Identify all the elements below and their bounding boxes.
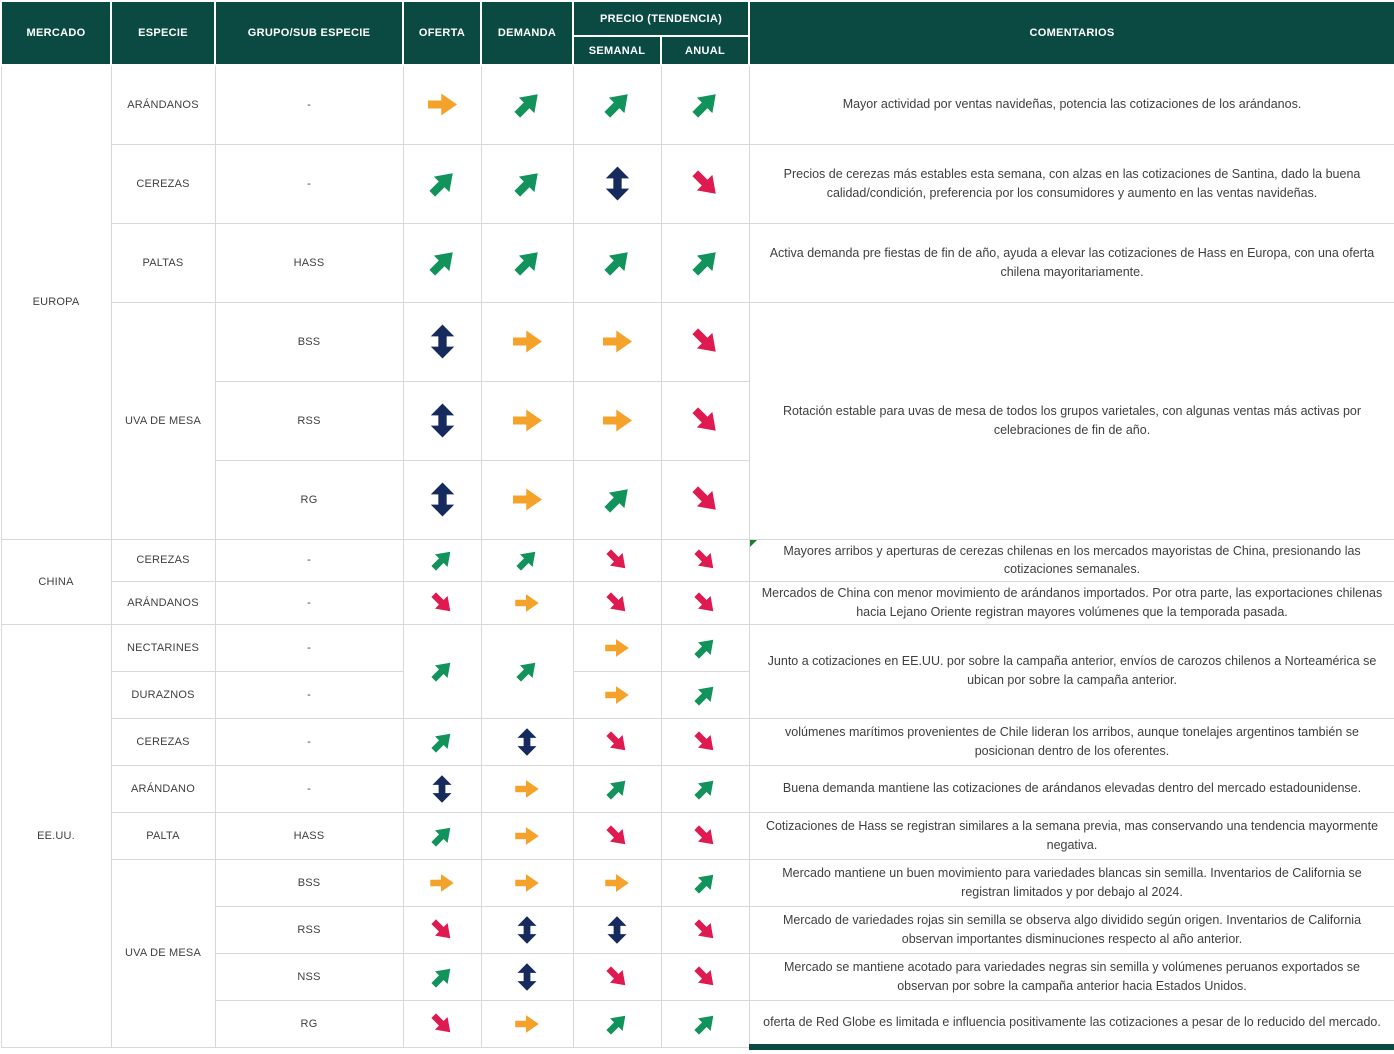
demanda-trend-cell <box>481 539 573 582</box>
market-cell: EUROPA <box>1 65 111 539</box>
trend-down-icon <box>687 481 724 518</box>
trend-stable-icon <box>509 323 546 360</box>
anual-trend-cell <box>661 302 749 381</box>
anual-trend-cell <box>661 906 749 953</box>
trend-down-icon <box>690 915 720 945</box>
table-row <box>1 718 1394 765</box>
demanda-trend-cell <box>481 718 573 765</box>
species-cell: DURAZNOS <box>111 671 215 718</box>
trend-mixed-icon <box>424 481 461 518</box>
trend-stable-icon <box>599 402 636 439</box>
anual-trend-cell <box>661 1000 749 1047</box>
comment-text: Activa demanda pre fiestas de fin de año, ayuda a elevar las cotizaciones de Hass en Europa, con una oferta chilena mayoritariamente. <box>769 245 1375 279</box>
table-row <box>1 302 1394 381</box>
oferta-trend-cell <box>403 718 481 765</box>
species-cell: ARÁNDANOS <box>111 582 215 625</box>
comment-cell <box>749 812 1394 859</box>
trend-down-icon <box>602 962 632 992</box>
demanda-trend-cell <box>481 223 573 302</box>
species-cell: PALTAS <box>111 223 215 302</box>
trend-mixed-icon <box>424 323 461 360</box>
trend-up-icon <box>690 774 720 804</box>
header-comentarios: COMENTARIOS <box>749 1 1394 65</box>
table-row <box>1 859 1394 906</box>
header-semanal: SEMANAL <box>573 36 661 65</box>
group-cell: - <box>215 718 403 765</box>
semanal-trend-cell <box>573 223 661 302</box>
comment-text: Rotación estable para uvas de mesa de todos los grupos varietales, con algunas ventas más activas por celebraciones de fin de año. <box>782 403 1362 437</box>
table-body <box>1 65 1394 1047</box>
anual-trend-cell <box>661 460 749 539</box>
group-cell: - <box>215 539 403 582</box>
comment-cell <box>749 859 1394 906</box>
trend-down-icon <box>427 1009 457 1039</box>
trend-down-icon <box>427 915 457 945</box>
header-oferta: OFERTA <box>403 1 481 65</box>
comment-cell <box>749 539 1394 582</box>
trend-stable-icon <box>427 868 457 898</box>
anual-trend-cell <box>661 765 749 812</box>
comment-text: Cotizaciones de Hass se registran similares a la semana previa, mas conservando una tendencia mayormente negativa. <box>765 818 1379 852</box>
comment-cell <box>749 65 1394 144</box>
table-row <box>1 65 1394 144</box>
comment-cell <box>749 765 1394 812</box>
trend-up-icon <box>602 774 632 804</box>
trend-down-icon <box>687 402 724 439</box>
semanal-trend-cell <box>573 765 661 812</box>
trend-up-icon <box>602 1009 632 1039</box>
trend-up-icon <box>687 244 724 281</box>
comment-cell <box>749 144 1394 223</box>
anual-trend-cell <box>661 223 749 302</box>
trend-stable-icon <box>602 680 632 710</box>
trend-up-icon <box>599 244 636 281</box>
trend-down-icon <box>687 165 724 202</box>
oferta-trend-cell <box>403 302 481 381</box>
demanda-trend-cell <box>481 381 573 460</box>
semanal-trend-cell <box>573 718 661 765</box>
trend-mixed-icon <box>602 915 632 945</box>
species-cell: ARÁNDANO <box>111 765 215 812</box>
oferta-trend-cell <box>403 812 481 859</box>
anual-trend-cell <box>661 381 749 460</box>
semanal-trend-cell <box>573 65 661 144</box>
species-cell: PALTA <box>111 812 215 859</box>
trend-down-icon <box>602 588 632 618</box>
semanal-trend-cell <box>573 460 661 539</box>
market-cell: CHINA <box>1 539 111 624</box>
comment-text: Junto a cotizaciones en EE.UU. por sobre la campaña anterior, envíos de carozos chilenos a Norteamérica se ubican por sobre la campaña anterior. <box>767 654 1377 687</box>
group-cell: - <box>215 582 403 625</box>
trend-stable-icon <box>509 481 546 518</box>
group-cell: - <box>215 765 403 812</box>
header-precio-tendencia: PRECIO (TENDENCIA) <box>573 1 749 36</box>
trend-up-icon <box>599 86 636 123</box>
demanda-trend-cell <box>481 906 573 953</box>
trend-up-icon <box>687 86 724 123</box>
oferta-trend-cell <box>403 582 481 625</box>
trend-up-icon <box>424 244 461 281</box>
demanda-trend-cell <box>481 953 573 1000</box>
trend-up-icon <box>690 633 720 663</box>
anual-trend-cell <box>661 144 749 223</box>
table-row <box>1 765 1394 812</box>
trend-down-icon <box>690 727 720 757</box>
trend-up-icon <box>512 545 542 575</box>
trend-mixed-icon <box>512 915 542 945</box>
table-row <box>1 144 1394 223</box>
trend-mixed-icon <box>512 727 542 757</box>
oferta-trend-cell <box>403 1000 481 1047</box>
demanda-trend-cell <box>481 302 573 381</box>
trend-mixed-icon <box>427 774 457 804</box>
trend-stable-icon <box>512 821 542 851</box>
comment-text: Mercado de variedades rojas sin semilla se observa algo dividido según origen. Inventarios de California observan importantes disminuciones respecto al año anterior. <box>782 912 1362 946</box>
table-header <box>1 1 1394 65</box>
trend-up-icon <box>424 165 461 202</box>
group-cell: HASS <box>215 223 403 302</box>
trend-mixed-icon <box>599 165 636 202</box>
header-grupo: GRUPO/SUB ESPECIE <box>215 1 403 65</box>
trend-up-icon <box>427 545 457 575</box>
trend-down-icon <box>690 962 720 992</box>
demanda-trend-cell <box>481 460 573 539</box>
demanda-trend-cell <box>481 1000 573 1047</box>
oferta-trend-cell <box>403 624 481 718</box>
species-cell: ARÁNDANOS <box>111 65 215 144</box>
trend-stable-icon <box>512 774 542 804</box>
oferta-trend-cell <box>403 460 481 539</box>
anual-trend-cell <box>661 65 749 144</box>
anual-trend-cell <box>661 953 749 1000</box>
oferta-trend-cell <box>403 953 481 1000</box>
trend-stable-icon <box>602 868 632 898</box>
oferta-trend-cell <box>403 381 481 460</box>
trend-down-icon <box>602 821 632 851</box>
demanda-trend-cell <box>481 144 573 223</box>
header-demanda: DEMANDA <box>481 1 573 65</box>
table-row <box>1 582 1394 625</box>
trend-down-icon <box>690 588 720 618</box>
group-cell: - <box>215 671 403 718</box>
demanda-trend-cell <box>481 624 573 718</box>
trend-up-icon <box>690 1009 720 1039</box>
oferta-trend-cell <box>403 144 481 223</box>
species-cell: CEREZAS <box>111 718 215 765</box>
group-cell: - <box>215 624 403 671</box>
table-row <box>1 624 1394 671</box>
trend-mixed-icon <box>424 402 461 439</box>
group-cell: HASS <box>215 812 403 859</box>
trend-stable-icon <box>512 1009 542 1039</box>
trend-stable-icon <box>424 86 461 123</box>
trend-stable-icon <box>602 633 632 663</box>
group-cell: NSS <box>215 953 403 1000</box>
group-cell: BSS <box>215 859 403 906</box>
semanal-trend-cell <box>573 1000 661 1047</box>
anual-trend-cell <box>661 812 749 859</box>
anual-trend-cell <box>661 671 749 718</box>
trend-down-icon <box>690 821 720 851</box>
group-cell: RG <box>215 1000 403 1047</box>
comment-text: Mayor actividad por ventas navideñas, potencia las cotizaciones de los arándanos. <box>842 97 1302 112</box>
table-row <box>1 223 1394 302</box>
semanal-trend-cell <box>573 539 661 582</box>
semanal-trend-cell <box>573 953 661 1000</box>
group-cell: RSS <box>215 906 403 953</box>
species-cell: CEREZAS <box>111 144 215 223</box>
demanda-trend-cell <box>481 765 573 812</box>
anual-trend-cell <box>661 582 749 625</box>
table-row <box>1 539 1394 582</box>
comment-cell <box>749 624 1394 718</box>
trend-up-icon <box>599 481 636 518</box>
comment-text: Mercado se mantiene acotado para variedades negras sin semilla y volúmenes peruanos exportados se observan por sobre la campaña anterior hacia Estados Unidos. <box>783 959 1361 993</box>
semanal-trend-cell <box>573 859 661 906</box>
trend-up-icon <box>427 962 457 992</box>
anual-trend-cell <box>661 859 749 906</box>
oferta-trend-cell <box>403 859 481 906</box>
comment-cell <box>749 223 1394 302</box>
semanal-trend-cell <box>573 381 661 460</box>
trend-up-icon <box>690 680 720 710</box>
comment-text: Mercado mantiene un buen movimiento para variedades blancas sin semilla. Inventarios de California se registran limitados y por debajo al 2024. <box>782 865 1362 899</box>
group-cell: BSS <box>215 302 403 381</box>
semanal-trend-cell <box>573 906 661 953</box>
species-cell: UVA DE MESA <box>111 302 215 539</box>
demanda-trend-cell <box>481 859 573 906</box>
trend-up-icon <box>512 656 542 686</box>
oferta-trend-cell <box>403 223 481 302</box>
anual-trend-cell <box>661 539 749 582</box>
anual-trend-cell <box>661 718 749 765</box>
anual-trend-cell <box>661 624 749 671</box>
trend-up-icon <box>427 727 457 757</box>
header-anual: ANUAL <box>661 36 749 65</box>
trend-down-icon <box>687 323 724 360</box>
species-cell: CEREZAS <box>111 539 215 582</box>
trend-up-icon <box>690 868 720 898</box>
demanda-trend-cell <box>481 812 573 859</box>
demanda-trend-cell <box>481 582 573 625</box>
group-cell: - <box>215 144 403 223</box>
group-cell: RSS <box>215 381 403 460</box>
header-mercado: MERCADO <box>1 1 111 65</box>
trend-stable-icon <box>509 402 546 439</box>
comment-text: Mercados de China con menor movimiento de arándanos importados. Por otra parte, las exportaciones chilenas hacia Lejano Oriente registran mayores volúmenes que la temporada pasada. <box>761 586 1383 619</box>
comment-text: volúmenes marítimos provenientes de Chile lideran los arribos, aunque tonelajes argentinos también se posicionan dentro de los oferentes. <box>785 724 1359 758</box>
comment-text: oferta de Red Globe es limitada e influencia positivamente las cotizaciones a pesar de lo reducido del mercado. <box>763 1014 1381 1029</box>
comment-text: Mayores arribos y aperturas de cerezas chilenas en los mercados mayoristas de China, presionando las cotizaciones semanales. <box>783 543 1361 577</box>
trend-down-icon <box>602 545 632 575</box>
comment-cell <box>749 953 1394 1000</box>
comment-text: Buena demanda mantiene las cotizaciones de arándanos elevadas dentro del mercado estadounidense. <box>782 781 1362 796</box>
semanal-trend-cell <box>573 671 661 718</box>
trend-down-icon <box>690 545 720 575</box>
header-especie: ESPECIE <box>111 1 215 65</box>
comment-cell <box>749 582 1394 625</box>
comment-cell <box>749 718 1394 765</box>
cell-corner-flag-icon <box>750 540 757 547</box>
trend-stable-icon <box>512 588 542 618</box>
comment-cell <box>749 906 1394 953</box>
group-cell: - <box>215 65 403 144</box>
trend-down-icon <box>427 588 457 618</box>
trend-stable-icon <box>512 868 542 898</box>
oferta-trend-cell <box>403 539 481 582</box>
comment-text: Precios de cerezas más estables esta semana, con alzas en las cotizaciones de Santina, dado la buena calidad/condición, preferencia por los consumidores y aumento en las ventas navideñas. <box>783 166 1361 200</box>
trend-up-icon <box>509 165 546 202</box>
trend-stable-icon <box>599 323 636 360</box>
comment-cell <box>749 302 1394 539</box>
oferta-trend-cell <box>403 906 481 953</box>
trend-mixed-icon <box>512 962 542 992</box>
market-cell: EE.UU. <box>1 624 111 1047</box>
group-cell: RG <box>215 460 403 539</box>
semanal-trend-cell <box>573 302 661 381</box>
trend-down-icon <box>602 727 632 757</box>
trend-up-icon <box>509 86 546 123</box>
demanda-trend-cell <box>481 65 573 144</box>
semanal-trend-cell <box>573 624 661 671</box>
species-cell: UVA DE MESA <box>111 859 215 1047</box>
semanal-trend-cell <box>573 582 661 625</box>
table-row <box>1 812 1394 859</box>
oferta-trend-cell <box>403 765 481 812</box>
trend-up-icon <box>509 244 546 281</box>
species-cell: NECTARINES <box>111 624 215 671</box>
comment-cell <box>749 1000 1394 1047</box>
trend-up-icon <box>427 656 457 686</box>
trend-up-icon <box>427 821 457 851</box>
semanal-trend-cell <box>573 812 661 859</box>
oferta-trend-cell <box>403 65 481 144</box>
semanal-trend-cell <box>573 144 661 223</box>
